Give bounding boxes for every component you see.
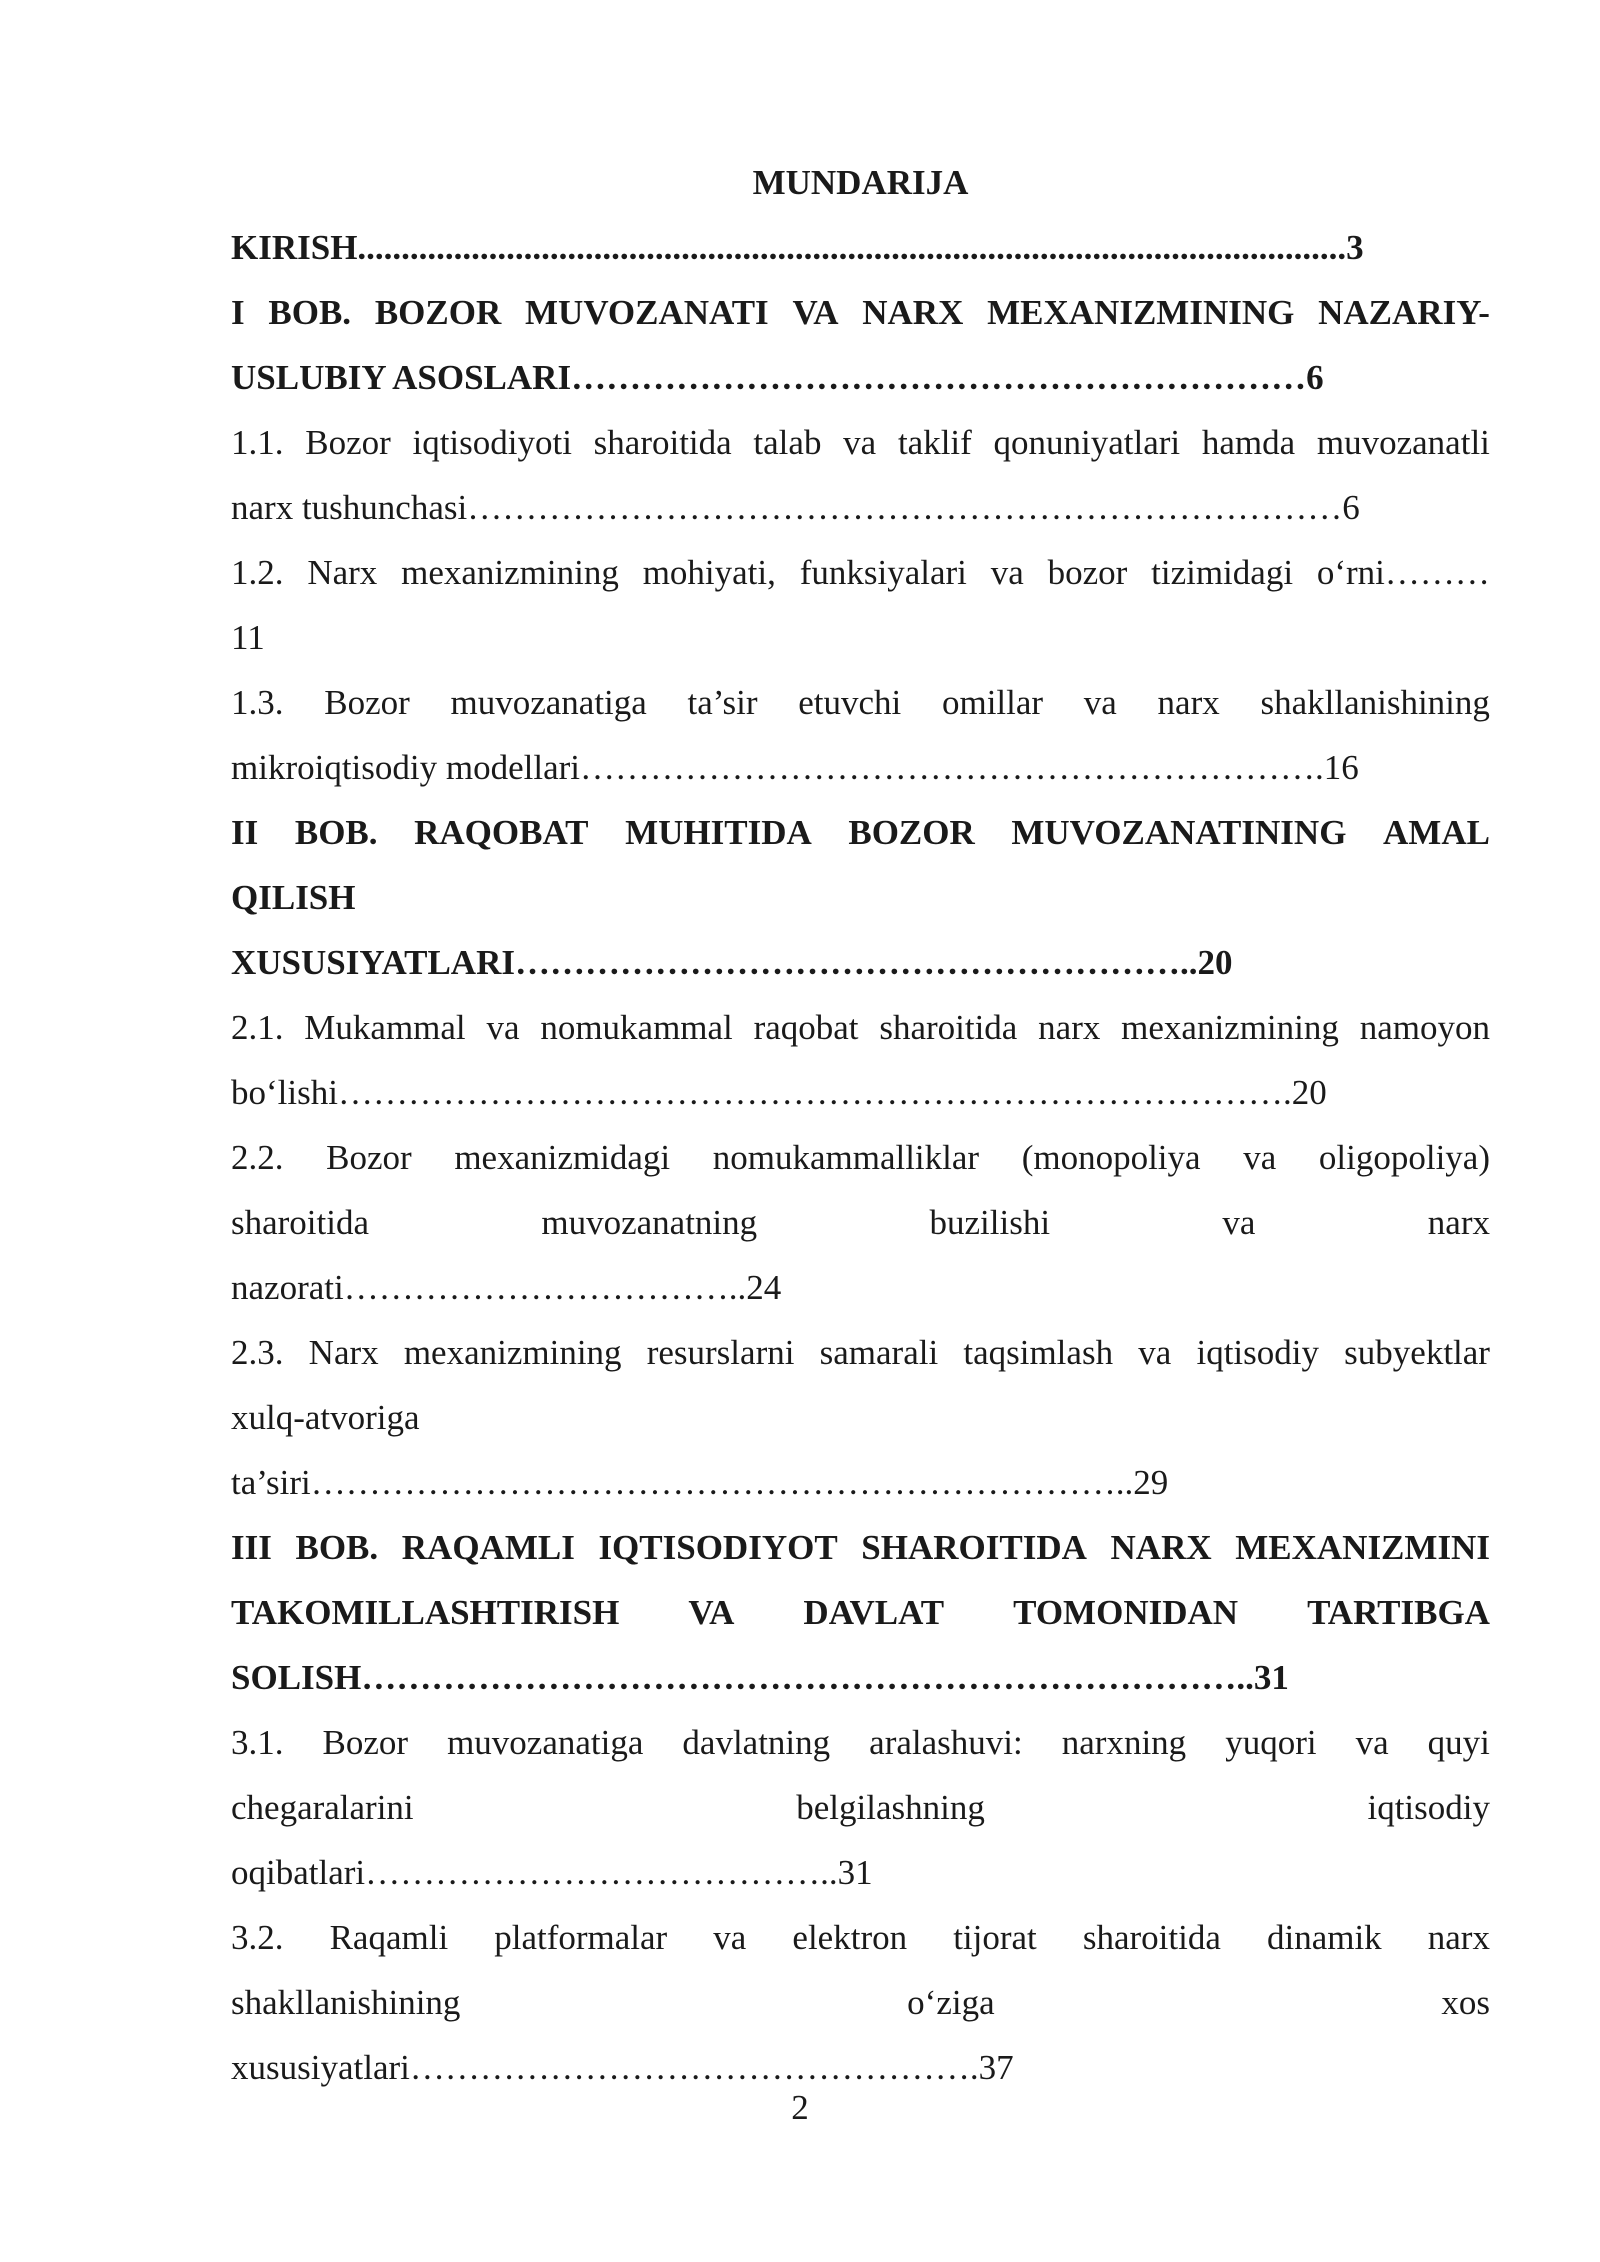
toc-word: iqtisodiy (1367, 1788, 1490, 1827)
page-number: 2 (791, 2088, 809, 2127)
toc-word: DAVLAT (803, 1593, 945, 1632)
toc-word: SHAROITIDA (861, 1528, 1087, 1567)
toc-word: nomukammalliklar (712, 1138, 980, 1177)
toc-word: MUVOZANATINING (1011, 813, 1347, 852)
toc-word: va (990, 553, 1024, 592)
toc-word: AMAL (1383, 813, 1490, 852)
toc-word: resurslarni (646, 1333, 795, 1372)
toc-line (231, 1515, 1490, 1580)
toc-word: TAKOMILLASHTIRISH (231, 1593, 620, 1632)
toc-word: mexanizmining (401, 553, 619, 592)
toc-line (231, 605, 1490, 670)
toc-word: XUSUSIYATLARI…………………………………………………..20 (231, 943, 1233, 982)
toc-word: oqibatlari…………………………………..31 (231, 1853, 873, 1892)
toc-word: BOZOR (848, 813, 975, 852)
toc-word: muvozanatli (1316, 423, 1490, 462)
toc-word: 2.2. (231, 1138, 284, 1177)
toc-line (231, 930, 1490, 995)
toc-word: sharoitida (593, 423, 732, 462)
toc-word: va (1355, 1723, 1389, 1762)
toc-line (231, 540, 1490, 605)
toc-word: xulq-atvoriga (231, 1398, 420, 1437)
toc-word: dinamik (1266, 1918, 1382, 1957)
toc-line (231, 1905, 1490, 1970)
toc-word: RAQOBAT (414, 813, 589, 852)
toc-word: mohiyati, (642, 553, 776, 592)
toc-word: sharoitida (1082, 1918, 1221, 1957)
toc-word: chegaralarini (231, 1788, 414, 1827)
toc-word: SOLISH…………………………………………………………………..31 (231, 1658, 1289, 1697)
toc-word: IQTISODIYOT (598, 1528, 838, 1567)
toc-word: bozor (1047, 553, 1128, 592)
toc-word: 1.1. (231, 423, 284, 462)
toc-line (231, 1775, 1490, 1840)
toc-line (231, 865, 1490, 930)
toc-word: quyi (1427, 1723, 1490, 1762)
toc-line (231, 1710, 1490, 1775)
toc-word: I (231, 293, 245, 332)
toc-title: MUNDARIJA (752, 163, 969, 202)
toc-line (231, 1125, 1490, 1190)
toc-word: iqtisodiyoti (412, 423, 572, 462)
toc-word: mexanizmining (1121, 1008, 1339, 1047)
toc-word: NARX (1110, 1528, 1212, 1567)
toc-word: 2.3. (231, 1333, 284, 1372)
toc-word: mexanizmining (403, 1333, 622, 1372)
toc-word: TARTIBGA (1307, 1593, 1490, 1632)
toc-word: narx (1038, 1008, 1101, 1047)
toc-word: narxning (1061, 1723, 1187, 1762)
toc-word: narx (1427, 1918, 1490, 1957)
toc-line (231, 215, 1490, 280)
toc-word: sharoitida (879, 1008, 1018, 1047)
toc-word: tizimidagi (1151, 553, 1294, 592)
toc-line (231, 1450, 1490, 1515)
toc-word: muvozanatiga (450, 683, 647, 722)
toc-word: iqtisodiy (1196, 1333, 1319, 1372)
toc-word: 3.2. (231, 1918, 284, 1957)
toc-word: mikroiqtisodiy modellari……………………………………………………….16 (231, 748, 1359, 787)
toc-word: va (713, 1918, 747, 1957)
toc-word: MEXANIZMINI (1235, 1528, 1490, 1567)
toc-word: muvozanatning (541, 1203, 758, 1242)
toc-line (231, 670, 1490, 735)
toc-word: xususiyatlari………………………………………….37 (231, 2048, 1014, 2087)
toc-word: Bozor (305, 423, 391, 462)
toc-word: namoyon (1359, 1008, 1490, 1047)
toc-word: BOB. (295, 1528, 379, 1567)
toc-word: davlatning (682, 1723, 831, 1762)
toc-line (231, 345, 1490, 410)
toc-word: xos (1441, 1983, 1490, 2022)
toc-word: II (231, 813, 259, 852)
toc-line (231, 1385, 1490, 1450)
toc-word: BOZOR (374, 293, 502, 332)
toc-word: ta’sir (687, 683, 758, 722)
toc-word: aralashuvi: (869, 1723, 1023, 1762)
toc-line (231, 1255, 1490, 1320)
toc-word: va (1243, 1138, 1277, 1177)
toc-word: narx (1157, 683, 1220, 722)
toc-word: USLUBIY ASOSLARI………………………………………………………6 (231, 358, 1324, 397)
toc-word: 1.2. (231, 553, 284, 592)
toc-word: KIRISH.................................................................................................................3 (231, 228, 1364, 267)
toc-word: Narx (307, 553, 378, 592)
toc-word: VA (688, 1593, 735, 1632)
toc-word: etuvchi (798, 683, 902, 722)
toc-word: Raqamli (329, 1918, 449, 1957)
toc-line (231, 1190, 1490, 1255)
toc-word: MUVOZANATI (525, 293, 769, 332)
toc-word: sharoitida (231, 1203, 370, 1242)
toc-word: tijorat (953, 1918, 1037, 1957)
toc-word: nazorati……………………………..24 (231, 1268, 782, 1307)
toc-word: omillar (941, 683, 1044, 722)
toc-word: oligopoliya) (1318, 1138, 1490, 1177)
toc-word: MUHITIDA (625, 813, 812, 852)
toc-word: yuqori (1225, 1723, 1317, 1762)
toc-word: taklif (897, 423, 972, 462)
toc-word: narx (1427, 1203, 1490, 1242)
toc-word: NARX (862, 293, 964, 332)
toc-word: Bozor (322, 1723, 409, 1762)
toc-word: 2.1. (231, 1008, 284, 1047)
toc-word: va (1222, 1203, 1256, 1242)
toc-line (231, 1580, 1490, 1645)
toc-word: narx tushunchasi…………………………………………………………………6 (231, 488, 1360, 527)
toc-word: ta’siri……………………………………………………………..29 (231, 1463, 1169, 1502)
toc-word: taqsimlash (963, 1333, 1114, 1372)
toc-word: 11 (231, 618, 265, 657)
toc-word: Bozor (324, 683, 410, 722)
toc-word: buzilishi (929, 1203, 1051, 1242)
toc-word: subyektlar (1344, 1333, 1490, 1372)
toc-word: Bozor (326, 1138, 412, 1177)
toc-word: mexanizmidagi (454, 1138, 671, 1177)
table-of-contents (231, 150, 1490, 2100)
toc-word: QILISH (231, 878, 356, 917)
toc-word: BOB. (294, 813, 378, 852)
toc-word: NAZARIY- (1318, 293, 1490, 332)
toc-word: 3.1. (231, 1723, 284, 1762)
toc-word: RAQAMLI (401, 1528, 575, 1567)
toc-line (231, 735, 1490, 800)
toc-word: TOMONIDAN (1013, 1593, 1239, 1632)
toc-word: MEXANIZMINING (987, 293, 1295, 332)
toc-word: muvozanatiga (447, 1723, 644, 1762)
toc-word: o‘rni……… (1316, 553, 1490, 592)
toc-word: Mukammal (304, 1008, 466, 1047)
toc-line (231, 475, 1490, 540)
toc-word: platformalar (494, 1918, 668, 1957)
toc-word: shakllanishining (231, 1983, 461, 2022)
toc-word: hamda (1201, 423, 1296, 462)
toc-word: BOB. (268, 293, 352, 332)
toc-word: belgilashning (796, 1788, 985, 1827)
toc-word: va (486, 1008, 520, 1047)
toc-word: samarali (819, 1333, 939, 1372)
toc-word: funksiyalari (799, 553, 967, 592)
toc-word: talab (753, 423, 822, 462)
toc-line (231, 280, 1490, 345)
toc-lines (231, 215, 1490, 2100)
toc-line (231, 410, 1490, 475)
toc-word: va (1083, 683, 1117, 722)
toc-word: qonuniyatlari (993, 423, 1181, 462)
toc-line (231, 800, 1490, 865)
toc-word: (monopoliya (1021, 1138, 1201, 1177)
toc-word: 1.3. (231, 683, 284, 722)
toc-line (231, 1645, 1490, 1710)
toc-word: raqobat (753, 1008, 859, 1047)
toc-line (231, 995, 1490, 1060)
toc-word: bo‘lishi……………………………………………………………………….20 (231, 1073, 1327, 1112)
toc-word: va (1138, 1333, 1172, 1372)
toc-word: o‘ziga (907, 1983, 995, 2022)
toc-line (231, 1840, 1490, 1905)
toc-line (231, 1060, 1490, 1125)
toc-word: elektron (792, 1918, 908, 1957)
toc-word: VA (792, 293, 839, 332)
toc-word: Narx (308, 1333, 379, 1372)
toc-word: nomukammal (540, 1008, 733, 1047)
toc-line (231, 1970, 1490, 2035)
toc-word: shakllanishining (1260, 683, 1490, 722)
toc-word: va (843, 423, 877, 462)
toc-line (231, 1320, 1490, 1385)
toc-word: III (231, 1528, 272, 1567)
